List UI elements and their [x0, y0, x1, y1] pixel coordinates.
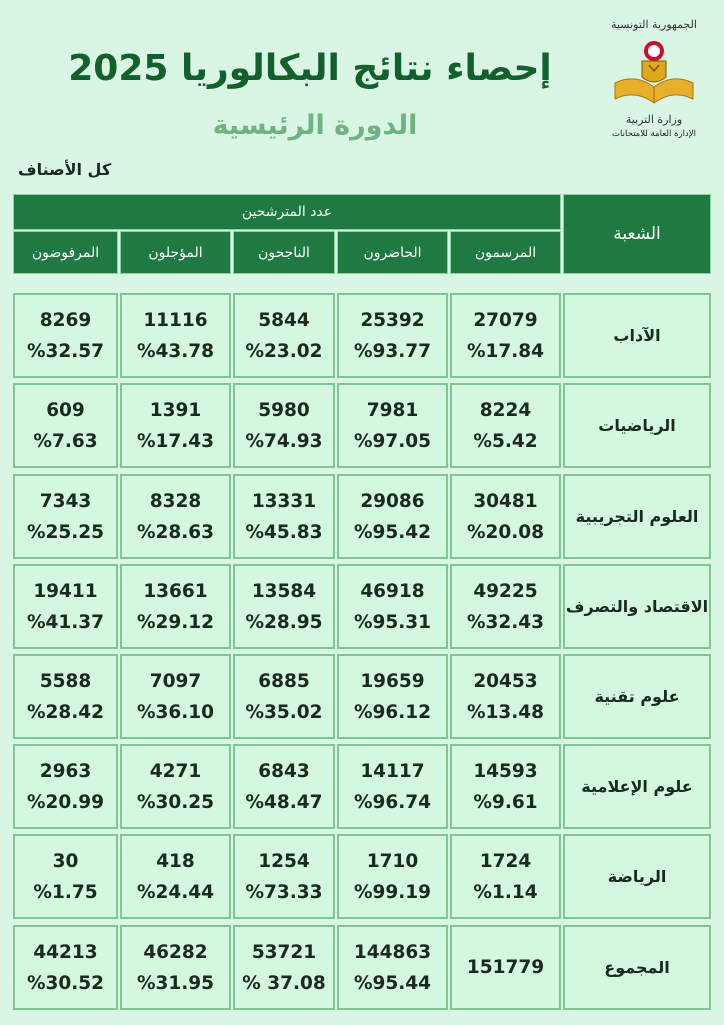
cell-count: 2963	[39, 760, 92, 782]
cell-percentage: %17.43	[136, 430, 215, 452]
candidates-group-header: عدد المترشحين	[13, 194, 561, 230]
page-title: إحصاء نتائج البكالوريا 2025	[68, 48, 552, 89]
cell-count: 144863	[353, 941, 432, 963]
table-cell	[13, 474, 118, 559]
cell-count: 44213	[33, 941, 98, 963]
cell-count: 4271	[149, 760, 202, 782]
cell-percentage: %28.95	[245, 611, 323, 633]
cell-count: 6885	[258, 670, 310, 692]
table-cell	[233, 383, 335, 468]
cell-count: 7981	[366, 399, 419, 421]
table-cell	[233, 834, 335, 919]
cell-count: 11116	[143, 309, 208, 331]
page-subtitle: الدورة الرئيسية	[212, 110, 418, 141]
section-label: الآداب	[563, 293, 711, 378]
cell-count: 1391	[149, 399, 202, 421]
table-cell	[13, 564, 118, 649]
cell-percentage: %7.63	[33, 430, 98, 452]
table-cell	[337, 293, 448, 378]
section-label: الرياضة	[563, 834, 711, 919]
table-cell	[450, 834, 561, 919]
cell-percentage: %5.42	[473, 430, 538, 452]
section-label: الرياضيات	[563, 383, 711, 468]
column-header-2: الحاضرون	[337, 231, 448, 274]
cell-count: 19411	[33, 580, 98, 602]
cell-percentage: %95.44	[353, 972, 432, 994]
cell-percentage: %28.63	[136, 521, 215, 543]
section-label: علوم الإعلامية	[563, 744, 711, 829]
cell-percentage: %99.19	[353, 881, 432, 903]
cell-percentage: %1.75	[33, 881, 98, 903]
cell-percentage: %97.05	[353, 430, 432, 452]
section-column-header: الشعبة	[563, 194, 711, 274]
cell-count: 20453	[473, 670, 538, 692]
cell-count: 5980	[258, 399, 310, 421]
column-header-3: الناجحون	[233, 231, 335, 274]
table-cell	[233, 474, 335, 559]
table-cell	[120, 293, 231, 378]
cell-percentage: %45.83	[245, 521, 323, 543]
table-cell	[450, 744, 561, 829]
cell-percentage: %95.31	[353, 611, 432, 633]
cell-percentage: %20.08	[466, 521, 545, 543]
cell-count: 29086	[360, 490, 425, 512]
cell-count: 30	[52, 850, 79, 872]
table-cell	[120, 654, 231, 739]
cell-count: 8269	[39, 309, 92, 331]
cell-percentage: %24.44	[136, 881, 215, 903]
cell-count: 6843	[258, 760, 310, 782]
table-cell	[337, 383, 448, 468]
cell-count: 13584	[251, 580, 317, 602]
cell-count: 46282	[143, 941, 208, 963]
cell-percentage: %31.95	[136, 972, 215, 994]
cell-count: 7097	[149, 670, 202, 692]
table-cell	[450, 654, 561, 739]
cell-percentage: %41.37	[26, 611, 105, 633]
table-cell	[13, 925, 118, 1010]
cell-percentage: %20.99	[26, 791, 105, 813]
column-header-5: المرفوضون	[13, 231, 118, 274]
cell-percentage: %1.14	[473, 881, 538, 903]
table-cell	[450, 293, 561, 378]
section-label: المجموع	[563, 925, 711, 1010]
table-cell	[120, 925, 231, 1010]
cell-count: 151779	[466, 957, 545, 978]
cell-count: 1710	[366, 850, 419, 872]
table-cell	[120, 564, 231, 649]
cell-percentage: %30.25	[136, 791, 215, 813]
table-cell	[13, 834, 118, 919]
cell-count: 609	[46, 399, 85, 421]
cell-count: 5588	[39, 670, 92, 692]
cell-count: 25392	[360, 309, 425, 331]
cell-percentage: %13.48	[466, 701, 545, 723]
cell-count: 13331	[251, 490, 317, 512]
cell-percentage: %74.93	[245, 430, 323, 452]
cell-count: 418	[156, 850, 195, 872]
cell-percentage: %93.77	[353, 340, 432, 362]
table-cell	[450, 474, 561, 559]
cell-percentage: %35.02	[245, 701, 323, 723]
table-cell	[337, 925, 448, 1010]
department-name: الإدارة العامة للامتحانات	[612, 129, 696, 139]
section-label: الاقتصاد والتصرف	[563, 564, 711, 649]
cell-count: 5844	[258, 309, 310, 331]
cell-percentage: %32.43	[466, 611, 545, 633]
table-cell	[233, 293, 335, 378]
section-label: العلوم التجريبية	[563, 474, 711, 559]
cell-percentage: %96.12	[353, 701, 432, 723]
table-cell	[120, 744, 231, 829]
table-cell	[13, 654, 118, 739]
cell-count: 13661	[143, 580, 208, 602]
cell-count: 14593	[473, 760, 538, 782]
cell-percentage: %43.78	[136, 340, 215, 362]
table-cell	[233, 744, 335, 829]
cell-percentage: %95.42	[353, 521, 432, 543]
table-cell	[120, 474, 231, 559]
cell-count: 53721	[251, 941, 317, 963]
table-cell	[120, 834, 231, 919]
cell-percentage: %23.02	[245, 340, 323, 362]
table-cell	[120, 383, 231, 468]
section-label: علوم تقنية	[563, 654, 711, 739]
cell-percentage: %9.61	[473, 791, 538, 813]
cell-count: 14117	[360, 760, 425, 782]
table-cell	[337, 474, 448, 559]
table-cell	[337, 564, 448, 649]
cell-count: 8224	[479, 399, 532, 421]
table-cell	[337, 744, 448, 829]
table-cell	[337, 654, 448, 739]
cell-count: 1254	[258, 850, 310, 872]
table-cell	[13, 293, 118, 378]
column-header-1: المرسمون	[450, 231, 561, 274]
cell-percentage: %28.42	[26, 701, 105, 723]
table-cell	[450, 925, 561, 1010]
table-cell	[450, 383, 561, 468]
table-cell	[450, 564, 561, 649]
cell-percentage: %17.84	[466, 340, 545, 362]
column-header-4: المؤجلون	[120, 231, 231, 274]
table-cell	[13, 744, 118, 829]
cell-percentage: %96.74	[353, 791, 432, 813]
cell-count: 30481	[473, 490, 538, 512]
cell-percentage: %25.25	[26, 521, 105, 543]
table-cell	[233, 564, 335, 649]
table-cell	[337, 834, 448, 919]
category-label: كل الأصناف	[18, 160, 112, 179]
cell-count: 19659	[360, 670, 425, 692]
tunisia-coat-of-arms-icon	[609, 31, 699, 107]
ministry-emblem	[596, 18, 712, 168]
table-cell	[233, 654, 335, 739]
table-cell	[233, 925, 335, 1010]
cell-percentage: % 37.08	[242, 972, 326, 994]
cell-percentage: %32.57	[26, 340, 105, 362]
cell-percentage: %36.10	[136, 701, 215, 723]
country-name: الجمهورية التونسية	[611, 18, 697, 31]
cell-percentage: %73.33	[245, 881, 323, 903]
cell-count: 46918	[360, 580, 425, 602]
cell-count: 8328	[149, 490, 202, 512]
cell-count: 1724	[479, 850, 532, 872]
cell-percentage: %48.47	[245, 791, 323, 813]
cell-count: 49225	[473, 580, 538, 602]
cell-count: 27079	[473, 309, 538, 331]
cell-percentage: %30.52	[26, 972, 105, 994]
cell-percentage: %29.12	[136, 611, 215, 633]
cell-count: 7343	[39, 490, 92, 512]
ministry-name: وزارة التربية	[625, 113, 683, 126]
table-cell	[13, 383, 118, 468]
